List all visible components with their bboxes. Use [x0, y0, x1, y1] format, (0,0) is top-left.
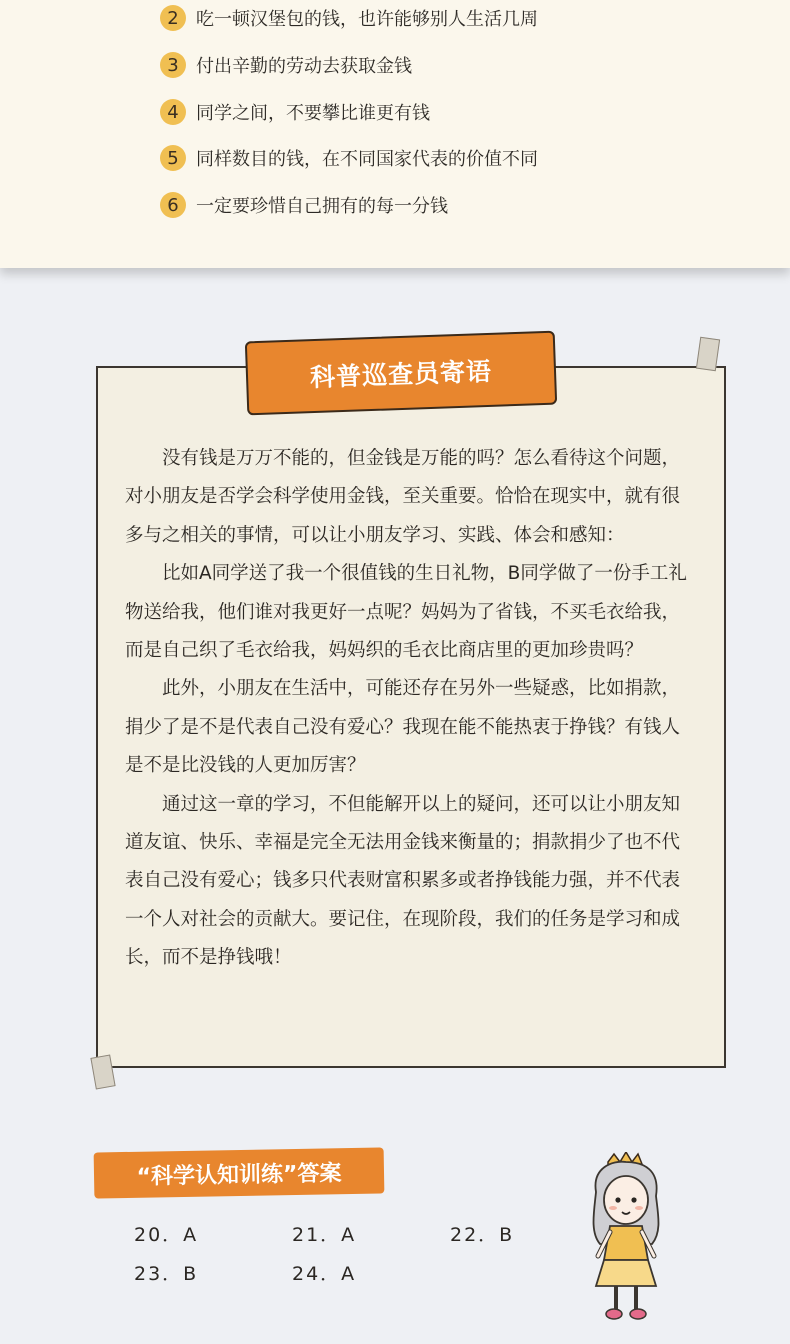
number-badge: 4 — [160, 99, 186, 125]
list-item — [160, 50, 412, 80]
answer-item: 22．B — [450, 1224, 515, 1246]
list-item — [160, 190, 448, 220]
list-item — [160, 97, 430, 127]
top-card — [0, 0, 790, 268]
girl-illustration — [578, 1152, 674, 1322]
list-item-text: 同样数目的钱，在不同国家代表的价值不同 — [196, 149, 538, 170]
list-item — [160, 143, 538, 173]
list-item-text: 吃一顿汉堡包的钱，也许能够别人生活几周 — [196, 9, 538, 30]
number-badge: 5 — [160, 145, 186, 171]
number-badge: 3 — [160, 52, 186, 78]
answers-title: “科学认知训练”答案 — [136, 1160, 342, 1190]
number-badge: 2 — [160, 5, 186, 31]
answers-title-banner — [94, 1147, 385, 1198]
answer-item: 24．A — [292, 1263, 357, 1285]
answer-item: 21．A — [292, 1224, 357, 1246]
answer-item: 20．A — [134, 1224, 199, 1246]
paragraph: 通过这一章的学习，不但能解开以上的疑问，还可以让小朋友知道友谊、快乐、幸福是完全无法用金钱来衡量的；捐款捐少了也不代表自己没有爱心；钱多只代表财富积累多或者挣钱能力强，并不代表一个人对社会的贡献大。要记住，在现阶段，我们的任务是学习和成长，而不是挣钱哦！ — [125, 793, 681, 969]
paragraph: 没有钱是万万不能的，但金钱是万能的吗？怎么看待这个问题，对小朋友是否学会科学使用金钱，至关重要。恰恰在现实中，就有很多与之相关的事情，可以让小朋友学习、实践、体会和感知： — [125, 448, 681, 546]
note-article — [125, 440, 695, 978]
list-item-text: 同学之间，不要攀比谁更有钱 — [196, 103, 430, 124]
paragraph: 比如A同学送了我一个很值钱的生日礼物，B同学做了一份手工礼物送给我，他们谁对我更好一点呢？妈妈为了省钱，不买毛衣给我，而是自己织了毛衣给我，妈妈织的毛衣比商店里的更加珍贵吗？ — [125, 563, 687, 662]
list-item — [160, 3, 538, 33]
number-badge: 6 — [160, 192, 186, 218]
note-title: 科普巡查员寄语 — [309, 356, 493, 393]
paragraph: 此外，小朋友在生活中，可能还存在另外一些疑惑，比如捐款，捐少了是不是代表自己没有爱心？我现在能不能热衷于挣钱？有钱人是不是比没钱的人更加厉害？ — [125, 678, 681, 777]
list-item-text: 付出辛勤的劳动去获取金钱 — [196, 56, 412, 77]
note-title-banner — [245, 331, 557, 416]
list-item-text: 一定要珍惜自己拥有的每一分钱 — [196, 196, 448, 217]
answer-item: 23．B — [134, 1263, 199, 1285]
